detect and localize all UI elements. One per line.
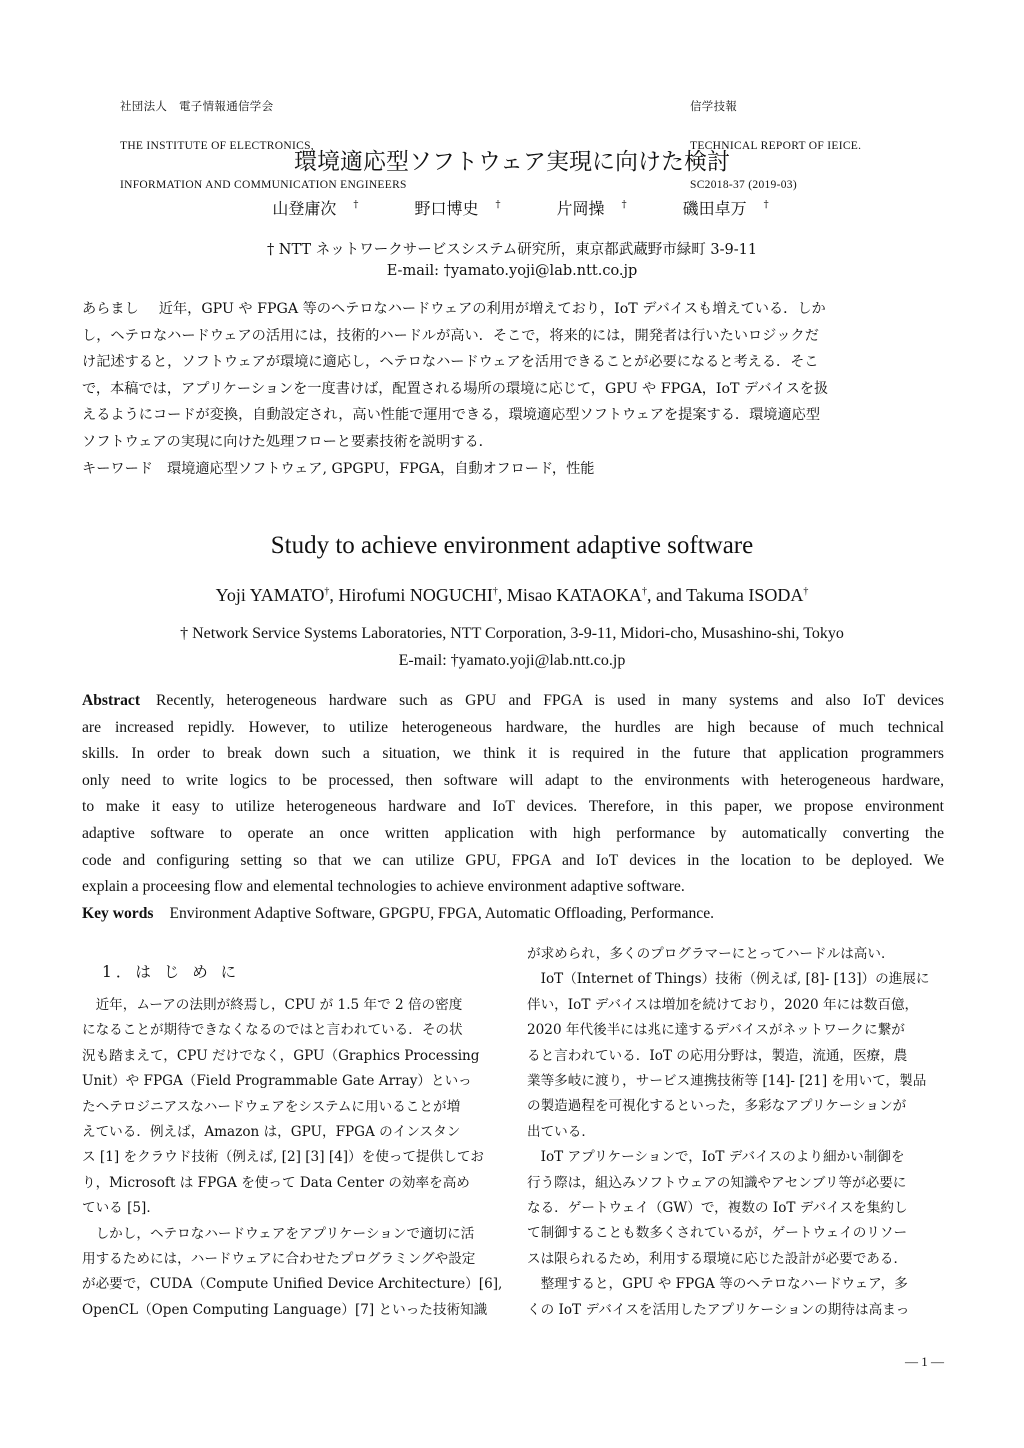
author-en: Misao KATAOKA (506, 585, 642, 605)
abstract-en-line: to make it easy to utilize heterogeneous hardware and IoT devices. Therefore, in this paper, we propose environment (82, 798, 944, 816)
body-line: が必要で，CUDA（Compute Unified Device Architecture）[6], (82, 1276, 503, 1293)
report-type-ja: 信学技報 (690, 101, 738, 113)
author-ja: 磯田卓万 † (682, 199, 769, 218)
body-line: スは限られるため，利用する環境に応じた設計が必要である． (527, 1250, 908, 1267)
body-line: 近年，ムーアの法則が終焉し，CPU が 1.5 年で 2 倍の密度 (82, 997, 463, 1013)
abstract-ja-line: 近年，GPU や FPGA 等のヘテロなハードウェアの利用が増えており，IoT デバイスも増えている．しか (158, 301, 826, 317)
body-line: OpenCL（Open Computing Language）[7] といった技術知識 (82, 1301, 488, 1318)
author-ja: 野口博史 † (414, 199, 501, 218)
keywords-label-en: Key words (82, 904, 154, 922)
body-line: えている．例えば，Amazon は，GPU，FPGA のインスタン (82, 1124, 461, 1141)
body-line: しかし，ヘテロなハードウェアをアプリケーションで適切に活 (82, 1225, 475, 1242)
body-column-right (527, 942, 945, 1323)
abstract-ja-line: し，ヘテロなハードウェアの活用には，技術的ハードルが高い．そこで，将来的には，開発者は行いたいロジックだ (82, 327, 819, 344)
report-header (690, 75, 861, 205)
author-list-en: Yoji YAMATO†, Hirofumi NOGUCHI†, Misao KATAOKA†, and Takuma ISODA† (215, 585, 809, 605)
abstract-en-line: Recently, heterogeneous hardware such as GPU and FPGA is used in many systems and also IoT devices (156, 692, 944, 709)
keywords-en: Environment Adaptive Software, GPGPU, FPGA, Automatic Offloading, Performance. (169, 904, 715, 922)
abstract-en-line: adaptive software to operate an once written application with high performance by automatically converting the (82, 824, 944, 842)
author-en: Yoji YAMATO (215, 585, 325, 605)
body-line: Unit）や FPGA（Field Programmable Gate Array）といっ (82, 1073, 472, 1090)
body-column-left (82, 993, 503, 1323)
society-name-en-1: THE INSTITUTE OF ELECTRONICS, (120, 140, 314, 152)
section-heading: 1．は じ め に (102, 963, 241, 981)
body-line: IoT（Internet of Things）技術（例えば, [8]- [13]）の進展に (527, 971, 930, 988)
paper-title-ja: 環境適応型ソフトウェア実現に向けた検討 (293, 149, 731, 175)
body-line: て制御することも数多くされているが，ゲートウェイのリソー (527, 1225, 908, 1242)
abstract-en-line: skills. In order to break down such a situation, we think it is required in the future that application programmers (82, 745, 944, 763)
body-line: 況も踏まえて，CPU だけでなく，GPU（Graphics Processing (82, 1047, 480, 1064)
abstract-label-ja: あらまし (82, 301, 139, 317)
author-en: Takuma ISODA (686, 585, 804, 605)
body-line: り，Microsoft は FPGA を使って Data Center の効率を高め (82, 1174, 470, 1191)
body-line: たヘテロジニアスなハードウェアをシステムに用いることが増 (82, 1098, 461, 1115)
report-type-en: TECHNICAL REPORT OF IEICE. (690, 140, 862, 152)
body-line: の製造過程を可視化するといった，多彩なアプリケーションが (527, 1098, 907, 1115)
abstract-ja-line: ソフトウェアの実現に向けた処理フローと要素技術を説明する． (82, 433, 493, 450)
abstract-en-line: are increased repidly. However, to utilize heterogeneous hardware, the hurdles are high because of much technical (82, 718, 944, 736)
email-ja: E-mail: †yamato.yoji@lab.ntt.co.jp (386, 263, 638, 279)
paper-title-en: Study to achieve environment adaptive software (270, 532, 754, 559)
email-en: E-mail: †yamato.yoji@lab.ntt.co.jp (398, 652, 626, 669)
keywords-ja: 環境適応型ソフトウェア, GPGPU，FPGA，自動オフロード，性能 (166, 460, 595, 477)
page-number: — 1 — (905, 1354, 944, 1369)
body-line: IoT アプリケーションで，IoT デバイスのより細かい制御を (527, 1149, 905, 1166)
body-line: 行う際は，組込みソフトウェアの知識やアセンブリ等が必要に (527, 1174, 907, 1191)
abstract-en-line: explain a proceesing flow and elemental technologies to achieve environment adaptive software. (82, 878, 685, 896)
author-en: Hirofumi NOGUCHI (338, 585, 493, 605)
body-line: 伴い，IoT デバイスは増加を続けており，2020 年には数百億， (527, 996, 919, 1013)
body-line: ス [1] をクラウド技術（例えば, [2] [3] [4]）を使って提供してお (82, 1149, 485, 1166)
keywords-label-ja: キーワード (82, 460, 153, 477)
body-line: 業等多岐に渡り，サービス連携技術等 [14]- [21] を用いて，製品 (527, 1073, 927, 1090)
body-line: になることが期待できなくなるのではと言われている．その状 (82, 1022, 463, 1039)
body-line: くの IoT デバイスを活用したアプリケーションの期待は高まっ (527, 1301, 910, 1318)
body-line: ると言われている．IoT の応用分野は，製造，流通，医療，農 (527, 1047, 908, 1064)
abstract-en-line: only need to write logics to be processed, then software will adapt to the environments with heterogeneous hardware, (82, 771, 944, 789)
affiliation-ja: † NTT ネットワークサービスシステム研究所，東京都武蔵野市緑町 3-9-11 (266, 242, 758, 258)
body-line: ている [5]． (82, 1200, 160, 1217)
abstract-en (82, 688, 944, 927)
abstract-ja-line: で，本稿では，アプリケーションを一度書けば，配置される場所の環境に応じて，GPU や FPGA，IoT デバイスを扱 (82, 380, 829, 397)
author-list-ja (0, 196, 1024, 219)
report-number: SC2018-37 (2019-03) (690, 179, 797, 191)
abstract-ja (82, 296, 944, 482)
body-line: 2020 年代後半には兆に達するデバイスがネットワークに繋が (527, 1022, 905, 1039)
society-name-ja: 社団法人 電子情報通信学会 (120, 101, 274, 113)
abstract-en-line: code and configuring setting so that we can utilize GPU, FPGA and IoT devices in the location to be deployed. We (82, 851, 944, 869)
author-ja: 片岡操 † (556, 199, 627, 218)
abstract-ja-line: け記述すると，ソフトウェアが環境に適応し，ヘテロなハードウェアを活用できることが必要になると考える．そこ (82, 354, 819, 371)
body-line: が求められ，多くのプログラマーにとってハードルは高い． (527, 946, 895, 962)
body-line: 出ている． (527, 1123, 595, 1140)
body-line: 整理すると，GPU や FPGA 等のヘテロなハードウェア，多 (527, 1276, 908, 1293)
author-ja: 山登庸次 † (272, 199, 359, 218)
society-name-en-2: INFORMATION AND COMMUNICATION ENGINEERS (120, 179, 407, 191)
abstract-ja-line: えるようにコードが変換，自動設定され，高い性能で運用できる，環境適応型ソフトウェアを提案する．環境適応型 (82, 407, 821, 424)
body-line: 用するためには，ハードウェアに合わせたプログラミングや設定 (82, 1251, 476, 1268)
affiliation-en: † Network Service Systems Laboratories, NTT Corporation, 3-9-11, Midori-cho, Musashino-shi, Tokyo (180, 625, 844, 642)
abstract-label-en: Abstract (82, 692, 141, 709)
body-line: なる．ゲートウェイ（GW）で，複数の IoT デバイスを集約し (527, 1200, 908, 1217)
society-header (120, 75, 407, 205)
